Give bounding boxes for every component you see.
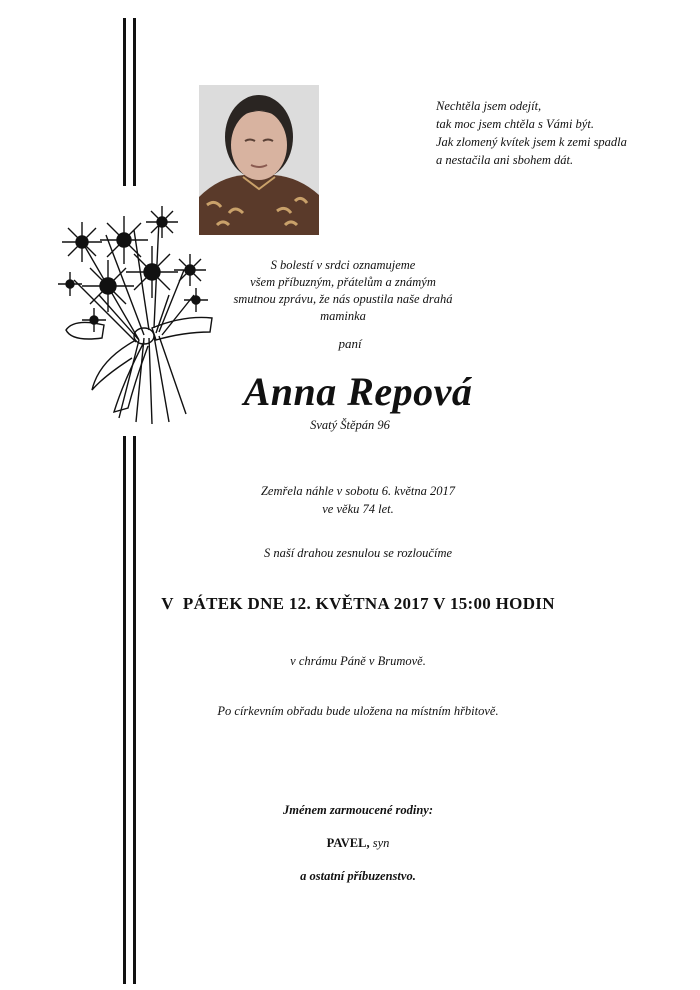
son-relation: syn bbox=[372, 836, 390, 850]
poem bbox=[436, 97, 676, 169]
poem-line: a nestačila ani sbohem dát. bbox=[436, 153, 574, 167]
burial-info: Po církevním obřadu bude uložena na místním hřbitově. bbox=[217, 704, 499, 718]
relatives-line: a ostatní příbuzenstvo. bbox=[300, 869, 416, 883]
funeral-prefix: V bbox=[161, 594, 174, 613]
death-age: ve věku 74 let. bbox=[322, 502, 394, 516]
funeral-datetime bbox=[0, 594, 700, 614]
son-line bbox=[0, 836, 700, 851]
mourning-line-top-left bbox=[123, 18, 126, 186]
son-name: PAVEL, bbox=[326, 836, 370, 850]
deceased-address: Svatý Štěpán 96 bbox=[310, 418, 390, 432]
poem-line: tak moc jsem chtěla s Vámi být. bbox=[436, 117, 594, 131]
death-info bbox=[0, 482, 700, 518]
deceased-name: Anna Repová bbox=[243, 369, 473, 414]
church-location: v chrámu Páně v Brumově. bbox=[290, 654, 426, 668]
mourning-line-top-right bbox=[133, 18, 136, 186]
poem-line: Nechtěla jsem odejít, bbox=[436, 99, 542, 113]
farewell-text: S naší drahou zesnulou se rozloučíme bbox=[263, 546, 453, 560]
announcement-line: smutnou zprávu, že nás opustila naše drahá bbox=[233, 292, 453, 306]
death-date: Zemřela náhle v sobotu 6. května 2017 bbox=[260, 484, 456, 498]
announcement-line: S bolestí v srdci oznamujeme bbox=[270, 258, 416, 272]
honorific: paní bbox=[338, 336, 362, 351]
family-heading: Jménem zarmoucené rodiny: bbox=[283, 803, 433, 817]
announcement bbox=[230, 257, 456, 325]
announcement-line: všem příbuzným, přátelům a známým bbox=[250, 275, 436, 289]
announcement-line: maminka bbox=[320, 309, 366, 323]
poem-line: Jak zlomený kvítek jsem k zemi spadla bbox=[436, 135, 627, 149]
funeral-date: PÁTEK DNE 12. KVĚTNA 2017 V 15:00 HODIN bbox=[182, 594, 555, 613]
